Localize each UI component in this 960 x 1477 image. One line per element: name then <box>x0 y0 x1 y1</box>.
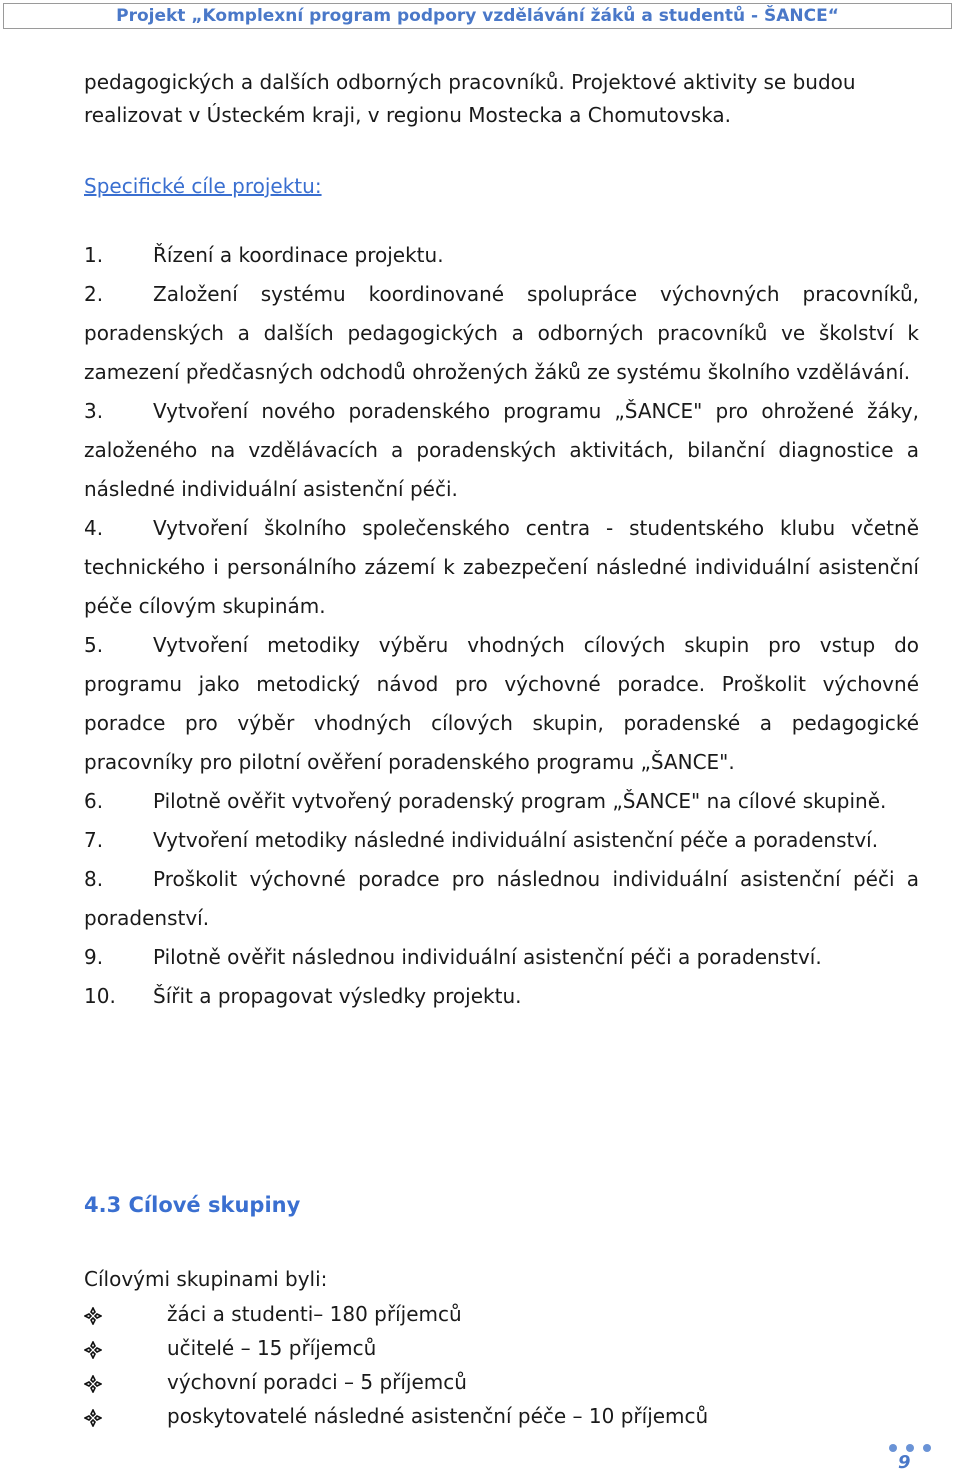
target-group-text: poskytovatelé následné asistenční péče – 10 příjemců <box>167 1404 709 1428</box>
goal-text: Vytvoření metodiky výběru vhodných cílových skupin pro vstup do programu jako metodický návod pro výchovné poradce. Proškolit výchovné poradce pro výběr vhodných cílových skupin, poradenské a pedagogické pracovníky pro pilotní ověření poradenského programu „ŠANCE". <box>84 633 919 774</box>
diamond-bullet-icon <box>84 1341 102 1359</box>
goal-number: 10. <box>84 984 116 1008</box>
section-heading-target-groups: 4.3 Cílové skupiny <box>84 1193 301 1217</box>
goal-number: 9. <box>84 945 104 969</box>
goal-number: 6. <box>84 789 104 813</box>
goal-number: 8. <box>84 867 104 891</box>
goal-text: Řízení a koordinace projektu. <box>153 243 444 267</box>
goal-item <box>84 392 919 509</box>
goal-text: Vytvoření metodiky následné individuální asistenční péče a poradenství. <box>153 828 879 852</box>
goal-number: 5. <box>84 633 104 657</box>
intro-paragraph: pedagogických a dalších odborných pracovníků. Projektové aktivity se budou realizovat v Ústeckém kraji, v regionu Mostecka a Chomutovska. <box>84 70 856 127</box>
specific-goals-list <box>84 236 919 1016</box>
list-item <box>84 1331 708 1365</box>
goal-number: 4. <box>84 516 104 540</box>
goal-text: Šířit a propagovat výsledky projektu. <box>153 984 522 1008</box>
goal-number: 1. <box>84 243 104 267</box>
goal-item <box>84 782 919 821</box>
diamond-bullet-icon <box>84 1375 102 1393</box>
goal-text: Pilotně ověřit vytvořený poradenský program „ŠANCE" na cílové skupině. <box>153 789 887 813</box>
goal-text: Vytvoření nového poradenského programu „ŠANCE" pro ohrožené žáky, založeného na vzdělávacích a poradenských aktivitách, bilanční diagnostice a následné individuální asistenční péči. <box>84 399 919 501</box>
specific-goals-heading: Specifické cíle projektu: <box>84 174 322 198</box>
list-item <box>84 1399 708 1433</box>
goal-item <box>84 821 919 860</box>
target-groups-list <box>84 1297 708 1433</box>
goal-item <box>84 626 919 782</box>
list-item <box>84 1365 708 1399</box>
goal-item <box>84 860 919 938</box>
page-header <box>3 3 952 29</box>
diamond-bullet-icon <box>84 1307 102 1325</box>
target-group-text: žáci a studenti– 180 příjemců <box>167 1302 462 1326</box>
goal-item <box>84 977 919 1016</box>
goal-number: 2. <box>84 282 104 306</box>
target-group-text: učitelé – 15 příjemců <box>167 1336 377 1360</box>
goal-item <box>84 236 919 275</box>
goal-text: Vytvoření školního společenského centra - studentského klubu včetně technického i personálního zázemí k zabezpečení následné individuální asistenční péče cílovým skupinám. <box>84 516 919 618</box>
goal-text: Pilotně ověřit následnou individuální asistenční péči a poradenství. <box>153 945 822 969</box>
page-number: 9 <box>898 1452 911 1473</box>
goal-number: 7. <box>84 828 104 852</box>
goal-item <box>84 275 919 392</box>
goal-text: Založení systému koordinované spolupráce výchovných pracovníků, poradenských a dalších pedagogických a odborných pracovníků ve školství k zamezení předčasných odchodů ohrožených žáků ze systému školního vzdělávání. <box>84 282 919 384</box>
target-groups-intro: Cílovými skupinami byli: <box>84 1267 328 1291</box>
header-title: Projekt „Komplexní program podpory vzdělávání žáků a studentů - ŠANCE“ <box>116 6 839 26</box>
target-group-text: výchovní poradci – 5 příjemců <box>167 1370 467 1394</box>
goal-item <box>84 509 919 626</box>
goal-number: 3. <box>84 399 104 423</box>
goal-item <box>84 938 919 977</box>
list-item <box>84 1297 708 1331</box>
goal-text: Proškolit výchovné poradce pro následnou individuální asistenční péči a poradenství. <box>84 867 919 930</box>
diamond-bullet-icon <box>84 1409 102 1427</box>
